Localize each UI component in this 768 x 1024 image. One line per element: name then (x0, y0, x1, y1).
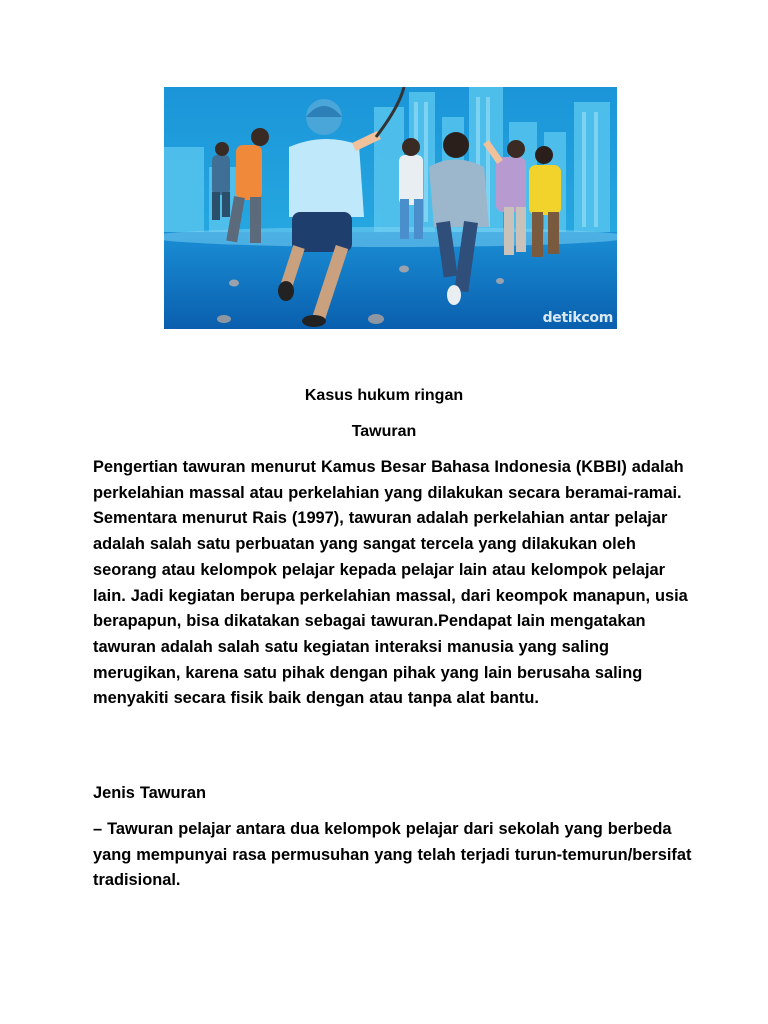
tawuran-illustration (164, 87, 617, 329)
definition-paragraph: Pengertian tawuran menurut Kamus Besar Bahasa Indonesia (KBBI) adalah perkelahian massal atau perkelahian yang dilakukan secara beramai-ramai. Sementara menurut Rais (1997), tawuran adalah perkelahian antar pelajar adalah salah satu perbuatan yang sangat tercela yang dilakukan oleh seorang atau kelompok pelajar kepada pelajar lain atau kelompok pelajar lain. Jadi kegiatan berupa perkelahian massal, dari keompok manapun, usia berapapun, bisa dikatakan sebagai tawuran.Pendapat lain mengatakan tawuran adalah salah satu kegiatan interaksi manusia yang saling merugikan, karena satu pihak dengan pihak yang lain berusaha saling menyakiti secara fisik baik dengan atau tanpa alat bantu. (93, 458, 688, 708)
types-heading: Jenis Tawuran (93, 784, 207, 802)
case-title: Kasus hukum ringan (304, 387, 464, 404)
street-brawl-illustration-icon (164, 87, 617, 329)
watermark-text: detikcom (542, 310, 613, 326)
types-list-item: – Tawuran pelajar antara dua kelompok pelajar dari sekolah yang berbeda yang mempunyai rasa permusuhan yang telah terjadi turun-temurun/bersifat tradisional. (93, 820, 692, 890)
topic-title: Tawuran (351, 423, 417, 440)
